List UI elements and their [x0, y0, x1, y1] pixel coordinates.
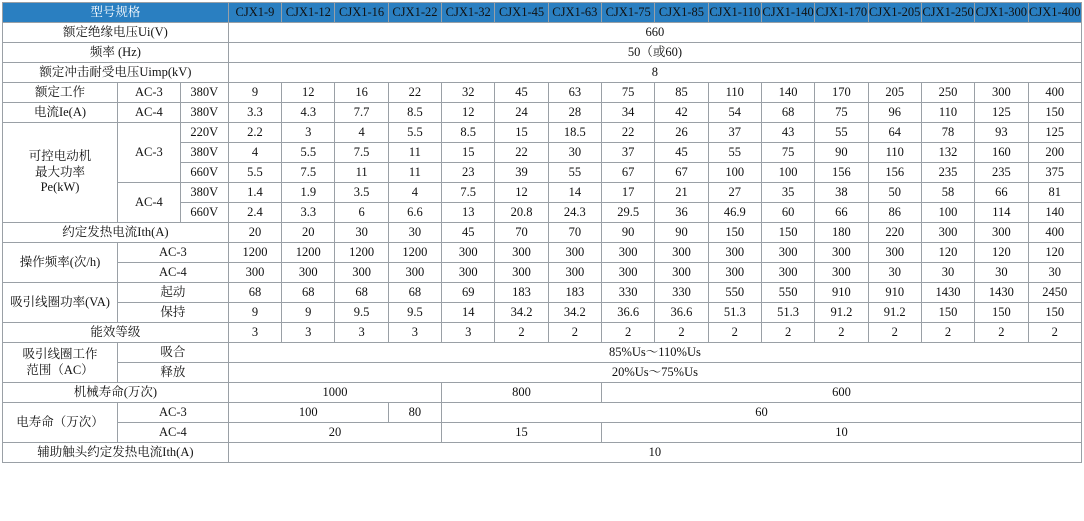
cell: 34.2 — [548, 303, 601, 323]
cell: 66 — [815, 203, 868, 223]
cell: 150 — [1028, 103, 1081, 123]
pickup-value: 85%Us～110%Us — [228, 343, 1081, 363]
cell: 150 — [761, 223, 814, 243]
cell: 1200 — [228, 243, 281, 263]
cell: 50 — [868, 183, 921, 203]
header-model-2: CJX1-16 — [335, 3, 388, 23]
cell: 1200 — [335, 243, 388, 263]
cell: 4.3 — [282, 103, 335, 123]
cell: 66 — [975, 183, 1028, 203]
cell: 75 — [602, 83, 655, 103]
cell: 7.7 — [335, 103, 388, 123]
cell: 140 — [1028, 203, 1081, 223]
cell: 300 — [655, 263, 708, 283]
header-model-14: CJX1-300 — [975, 3, 1028, 23]
row-coil-operating-range-dropout — [3, 363, 1082, 383]
row-value-all: 50（或60) — [228, 43, 1081, 63]
voltage-380v: 380V — [180, 183, 228, 203]
motor-power-line2: 最大功率 — [34, 164, 85, 179]
cell: 86 — [868, 203, 921, 223]
cell: 34 — [602, 103, 655, 123]
row-motor-power-ac3-220v — [3, 123, 1082, 143]
cell: 1430 — [975, 283, 1028, 303]
cell: 100 — [921, 203, 974, 223]
cell: 183 — [548, 283, 601, 303]
voltage-380v: 380V — [180, 143, 228, 163]
cell: 30 — [548, 143, 601, 163]
cell: 90 — [815, 143, 868, 163]
duty-ac4: AC-4 — [118, 103, 181, 123]
row-value-all: 8 — [228, 63, 1081, 83]
voltage-380v: 380V — [180, 83, 228, 103]
cell: 300 — [975, 83, 1028, 103]
row-label: 操作频率(次/h) — [3, 243, 118, 283]
cell: 100 — [761, 163, 814, 183]
duty-ac3: AC-3 — [118, 83, 181, 103]
cell: 8.5 — [442, 123, 495, 143]
header-model-6: CJX1-63 — [548, 3, 601, 23]
row-rated-current-ac3 — [3, 83, 1082, 103]
coil-holding-label: 保持 — [118, 303, 229, 323]
cell: 300 — [815, 263, 868, 283]
cell: 9 — [282, 303, 335, 323]
duty-ac3: AC-3 — [118, 403, 229, 423]
cell: 2 — [921, 323, 974, 343]
row-label: 辅助触头约定发热电流Ith(A) — [3, 443, 229, 463]
cell: 1.9 — [282, 183, 335, 203]
cell: 39 — [495, 163, 548, 183]
motor-power-line3: Pe(kW) — [40, 180, 80, 195]
cell: 1200 — [388, 243, 441, 263]
header-model-spec: 型号规格 — [3, 3, 229, 23]
row-electrical-life-ac4 — [3, 423, 1082, 443]
cell: 300 — [708, 263, 761, 283]
cell: 55 — [815, 123, 868, 143]
row-conventional-thermal-current — [3, 223, 1082, 243]
cell: 160 — [975, 143, 1028, 163]
row-operating-frequency-ac4 — [3, 263, 1082, 283]
cell: 150 — [975, 303, 1028, 323]
cell: 3 — [442, 323, 495, 343]
row-label: 能效等级 — [3, 323, 229, 343]
motor-power-line1: 可控电动机 — [28, 149, 92, 164]
cell: 2 — [708, 323, 761, 343]
row-label-motor-power — [3, 123, 118, 223]
row-label-line1: 额定工作 — [3, 83, 118, 103]
cell: 3 — [282, 123, 335, 143]
cell: 300 — [761, 263, 814, 283]
cell: 110 — [868, 143, 921, 163]
cell: 3 — [335, 323, 388, 343]
cell: 180 — [815, 223, 868, 243]
cell: 5.5 — [388, 123, 441, 143]
cell: 9.5 — [388, 303, 441, 323]
cell: 4 — [228, 143, 281, 163]
cell-group: 20 — [228, 423, 441, 443]
cell: 300 — [868, 243, 921, 263]
cell: 300 — [495, 263, 548, 283]
cell: 2 — [495, 323, 548, 343]
cell: 63 — [548, 83, 601, 103]
cell: 9 — [228, 83, 281, 103]
cell: 28 — [548, 103, 601, 123]
cell: 67 — [655, 163, 708, 183]
cell: 300 — [975, 223, 1028, 243]
cell: 400 — [1028, 223, 1081, 243]
cell: 110 — [921, 103, 974, 123]
cell: 20 — [228, 223, 281, 243]
cell: 200 — [1028, 143, 1081, 163]
cell: 51.3 — [708, 303, 761, 323]
row-impulse-withstand-voltage — [3, 63, 1082, 83]
cell: 11 — [388, 143, 441, 163]
cell: 93 — [975, 123, 1028, 143]
header-model-13: CJX1-250 — [921, 3, 974, 23]
voltage-220v: 220V — [180, 123, 228, 143]
cell: 13 — [442, 203, 495, 223]
row-label: 额定冲击耐受电压Uimp(kV) — [3, 63, 229, 83]
cell: 91.2 — [868, 303, 921, 323]
cell-group: 1000 — [228, 383, 441, 403]
cell: 3 — [228, 323, 281, 343]
cell: 27 — [708, 183, 761, 203]
row-rated-insulation-voltage — [3, 23, 1082, 43]
cell: 58 — [921, 183, 974, 203]
row-energy-efficiency-grade — [3, 323, 1082, 343]
cell: 24.3 — [548, 203, 601, 223]
cell: 125 — [975, 103, 1028, 123]
cell: 12 — [282, 83, 335, 103]
cell: 156 — [868, 163, 921, 183]
header-model-4: CJX1-32 — [442, 3, 495, 23]
header-model-10: CJX1-140 — [761, 3, 814, 23]
cell: 300 — [602, 263, 655, 283]
cell: 43 — [761, 123, 814, 143]
cell: 2 — [1028, 323, 1081, 343]
row-frequency — [3, 43, 1082, 63]
cell: 8.5 — [388, 103, 441, 123]
cell: 300 — [548, 263, 601, 283]
duty-ac3: AC-3 — [118, 123, 181, 183]
cell: 9 — [228, 303, 281, 323]
duty-ac4: AC-4 — [118, 263, 229, 283]
cell: 22 — [388, 83, 441, 103]
cell: 54 — [708, 103, 761, 123]
cell: 2 — [602, 323, 655, 343]
cell: 6.6 — [388, 203, 441, 223]
row-coil-power-inrush — [3, 283, 1082, 303]
row-label: 机械寿命(万次) — [3, 383, 229, 403]
cell: 14 — [548, 183, 601, 203]
cell: 20.8 — [495, 203, 548, 223]
cell: 2 — [761, 323, 814, 343]
cell: 70 — [495, 223, 548, 243]
cell: 69 — [442, 283, 495, 303]
cell: 2 — [655, 323, 708, 343]
cell-group: 10 — [602, 423, 1082, 443]
cell: 42 — [655, 103, 708, 123]
cell: 170 — [815, 83, 868, 103]
cell: 70 — [548, 223, 601, 243]
cell: 183 — [495, 283, 548, 303]
header-model-12: CJX1-205 — [868, 3, 921, 23]
cell: 32 — [442, 83, 495, 103]
cell: 6 — [335, 203, 388, 223]
coil-range-line1: 吸引线圈工作 — [22, 346, 98, 361]
cell: 68 — [228, 283, 281, 303]
cell: 60 — [761, 203, 814, 223]
cell: 75 — [761, 143, 814, 163]
cell: 5.5 — [228, 163, 281, 183]
cell: 300 — [921, 223, 974, 243]
pickup-label: 吸合 — [118, 343, 229, 363]
cell: 37 — [708, 123, 761, 143]
cell: 22 — [495, 143, 548, 163]
cell: 2 — [868, 323, 921, 343]
cell: 78 — [921, 123, 974, 143]
cell: 300 — [548, 243, 601, 263]
row-electrical-life-ac3 — [3, 403, 1082, 423]
duty-ac4: AC-4 — [118, 423, 229, 443]
cell-group: 80 — [388, 403, 441, 423]
cell: 1430 — [921, 283, 974, 303]
cell: 300 — [708, 243, 761, 263]
cell: 235 — [921, 163, 974, 183]
row-coil-operating-range-pickup — [3, 343, 1082, 363]
cell: 150 — [1028, 303, 1081, 323]
cell: 36 — [655, 203, 708, 223]
cell: 11 — [388, 163, 441, 183]
cell: 11 — [335, 163, 388, 183]
cell: 300 — [495, 243, 548, 263]
header-model-11: CJX1-170 — [815, 3, 868, 23]
cell: 4 — [388, 183, 441, 203]
cell: 45 — [495, 83, 548, 103]
cell: 1200 — [282, 243, 335, 263]
cell-group: 600 — [602, 383, 1082, 403]
coil-inrush-label: 起动 — [118, 283, 229, 303]
cell: 2 — [975, 323, 1028, 343]
row-value-all: 10 — [228, 443, 1081, 463]
row-label: 约定发热电流Ith(A) — [3, 223, 229, 243]
cell: 2.4 — [228, 203, 281, 223]
cell: 140 — [761, 83, 814, 103]
cell: 46.9 — [708, 203, 761, 223]
cell: 30 — [335, 223, 388, 243]
cell: 12 — [442, 103, 495, 123]
cell: 24 — [495, 103, 548, 123]
cell: 2.2 — [228, 123, 281, 143]
row-label: 频率 (Hz) — [3, 43, 229, 63]
cell: 100 — [708, 163, 761, 183]
cell: 910 — [868, 283, 921, 303]
row-coil-power-holding — [3, 303, 1082, 323]
cell: 300 — [228, 263, 281, 283]
dropout-value: 20%Us～75%Us — [228, 363, 1081, 383]
header-model-9: CJX1-110 — [708, 3, 761, 23]
cell: 9.5 — [335, 303, 388, 323]
cell: 85 — [655, 83, 708, 103]
cell: 300 — [602, 243, 655, 263]
cell: 300 — [655, 243, 708, 263]
cell: 68 — [761, 103, 814, 123]
cell: 45 — [442, 223, 495, 243]
cell: 30 — [1028, 263, 1081, 283]
cell: 550 — [761, 283, 814, 303]
row-value-all: 660 — [228, 23, 1081, 43]
cell: 96 — [868, 103, 921, 123]
cell: 2450 — [1028, 283, 1081, 303]
row-label-line2: 电流Ie(A) — [3, 103, 118, 123]
cell: 132 — [921, 143, 974, 163]
row-label: 吸引线圈功率(VA) — [3, 283, 118, 323]
cell: 250 — [921, 83, 974, 103]
cell: 3 — [388, 323, 441, 343]
header-model-0: CJX1-9 — [228, 3, 281, 23]
voltage-380v: 380V — [180, 103, 228, 123]
cell: 12 — [495, 183, 548, 203]
cell: 110 — [708, 83, 761, 103]
voltage-660v: 660V — [180, 203, 228, 223]
cell: 120 — [1028, 243, 1081, 263]
header-model-15: CJX1-400 — [1028, 3, 1081, 23]
cell: 120 — [975, 243, 1028, 263]
cell: 34.2 — [495, 303, 548, 323]
cell: 3 — [282, 323, 335, 343]
duty-ac3: AC-3 — [118, 243, 229, 263]
cell: 45 — [655, 143, 708, 163]
cell: 51.3 — [761, 303, 814, 323]
cell: 156 — [815, 163, 868, 183]
cell: 29.5 — [602, 203, 655, 223]
row-label: 电寿命（万次） — [3, 403, 118, 443]
cell-group: 800 — [442, 383, 602, 403]
cell: 90 — [655, 223, 708, 243]
cell: 18.5 — [548, 123, 601, 143]
cell: 2 — [815, 323, 868, 343]
cell: 7.5 — [335, 143, 388, 163]
cell: 55 — [708, 143, 761, 163]
cell: 400 — [1028, 83, 1081, 103]
cell: 20 — [282, 223, 335, 243]
row-label-coil-range — [3, 343, 118, 383]
cell: 150 — [921, 303, 974, 323]
cell: 375 — [1028, 163, 1081, 183]
row-motor-power-ac4-380v — [3, 183, 1082, 203]
row-auxiliary-contact-thermal-current — [3, 443, 1082, 463]
cell: 30 — [388, 223, 441, 243]
cell: 68 — [335, 283, 388, 303]
cell: 3.3 — [282, 203, 335, 223]
cell: 7.5 — [442, 183, 495, 203]
cell: 35 — [761, 183, 814, 203]
cell: 14 — [442, 303, 495, 323]
cell: 67 — [602, 163, 655, 183]
row-operating-frequency-ac3 — [3, 243, 1082, 263]
cell: 120 — [921, 243, 974, 263]
cell: 300 — [442, 263, 495, 283]
cell: 64 — [868, 123, 921, 143]
cell: 17 — [602, 183, 655, 203]
cell: 114 — [975, 203, 1028, 223]
header-model-7: CJX1-75 — [602, 3, 655, 23]
cell: 150 — [708, 223, 761, 243]
cell: 38 — [815, 183, 868, 203]
cell: 15 — [442, 143, 495, 163]
cell: 2 — [548, 323, 601, 343]
cell: 330 — [602, 283, 655, 303]
cell: 3.5 — [335, 183, 388, 203]
cell: 75 — [815, 103, 868, 123]
cell: 550 — [708, 283, 761, 303]
cell: 37 — [602, 143, 655, 163]
cell: 4 — [335, 123, 388, 143]
header-model-3: CJX1-22 — [388, 3, 441, 23]
cell: 36.6 — [655, 303, 708, 323]
cell: 910 — [815, 283, 868, 303]
cell: 300 — [282, 263, 335, 283]
cell: 16 — [335, 83, 388, 103]
header-model-8: CJX1-85 — [655, 3, 708, 23]
cell: 300 — [815, 243, 868, 263]
cell: 81 — [1028, 183, 1081, 203]
cell: 23 — [442, 163, 495, 183]
cell: 220 — [868, 223, 921, 243]
cell: 30 — [921, 263, 974, 283]
cell: 30 — [868, 263, 921, 283]
coil-range-line2: 范围（AC） — [26, 362, 94, 377]
cell: 21 — [655, 183, 708, 203]
header-model-1: CJX1-12 — [282, 3, 335, 23]
cell: 300 — [335, 263, 388, 283]
cell: 330 — [655, 283, 708, 303]
row-mechanical-life — [3, 383, 1082, 403]
dropout-label: 释放 — [118, 363, 229, 383]
cell: 26 — [655, 123, 708, 143]
cell-group: 100 — [228, 403, 388, 423]
cell: 55 — [548, 163, 601, 183]
table-header-row — [3, 3, 1082, 23]
cell: 235 — [975, 163, 1028, 183]
cell: 300 — [442, 243, 495, 263]
cell-group: 15 — [442, 423, 602, 443]
cell: 91.2 — [815, 303, 868, 323]
cell: 68 — [282, 283, 335, 303]
cell: 7.5 — [282, 163, 335, 183]
header-model-5: CJX1-45 — [495, 3, 548, 23]
cell: 15 — [495, 123, 548, 143]
cell: 5.5 — [282, 143, 335, 163]
row-label: 额定绝缘电压Ui(V) — [3, 23, 229, 43]
cell: 22 — [602, 123, 655, 143]
cell: 125 — [1028, 123, 1081, 143]
cell-group: 60 — [442, 403, 1082, 423]
cell: 205 — [868, 83, 921, 103]
cell: 90 — [602, 223, 655, 243]
voltage-660v: 660V — [180, 163, 228, 183]
cell: 1.4 — [228, 183, 281, 203]
row-rated-current-ac4 — [3, 103, 1082, 123]
specification-table — [2, 2, 1082, 463]
cell: 300 — [761, 243, 814, 263]
cell: 36.6 — [602, 303, 655, 323]
cell: 300 — [388, 263, 441, 283]
cell: 3.3 — [228, 103, 281, 123]
duty-ac4: AC-4 — [118, 183, 181, 223]
cell: 68 — [388, 283, 441, 303]
cell: 30 — [975, 263, 1028, 283]
